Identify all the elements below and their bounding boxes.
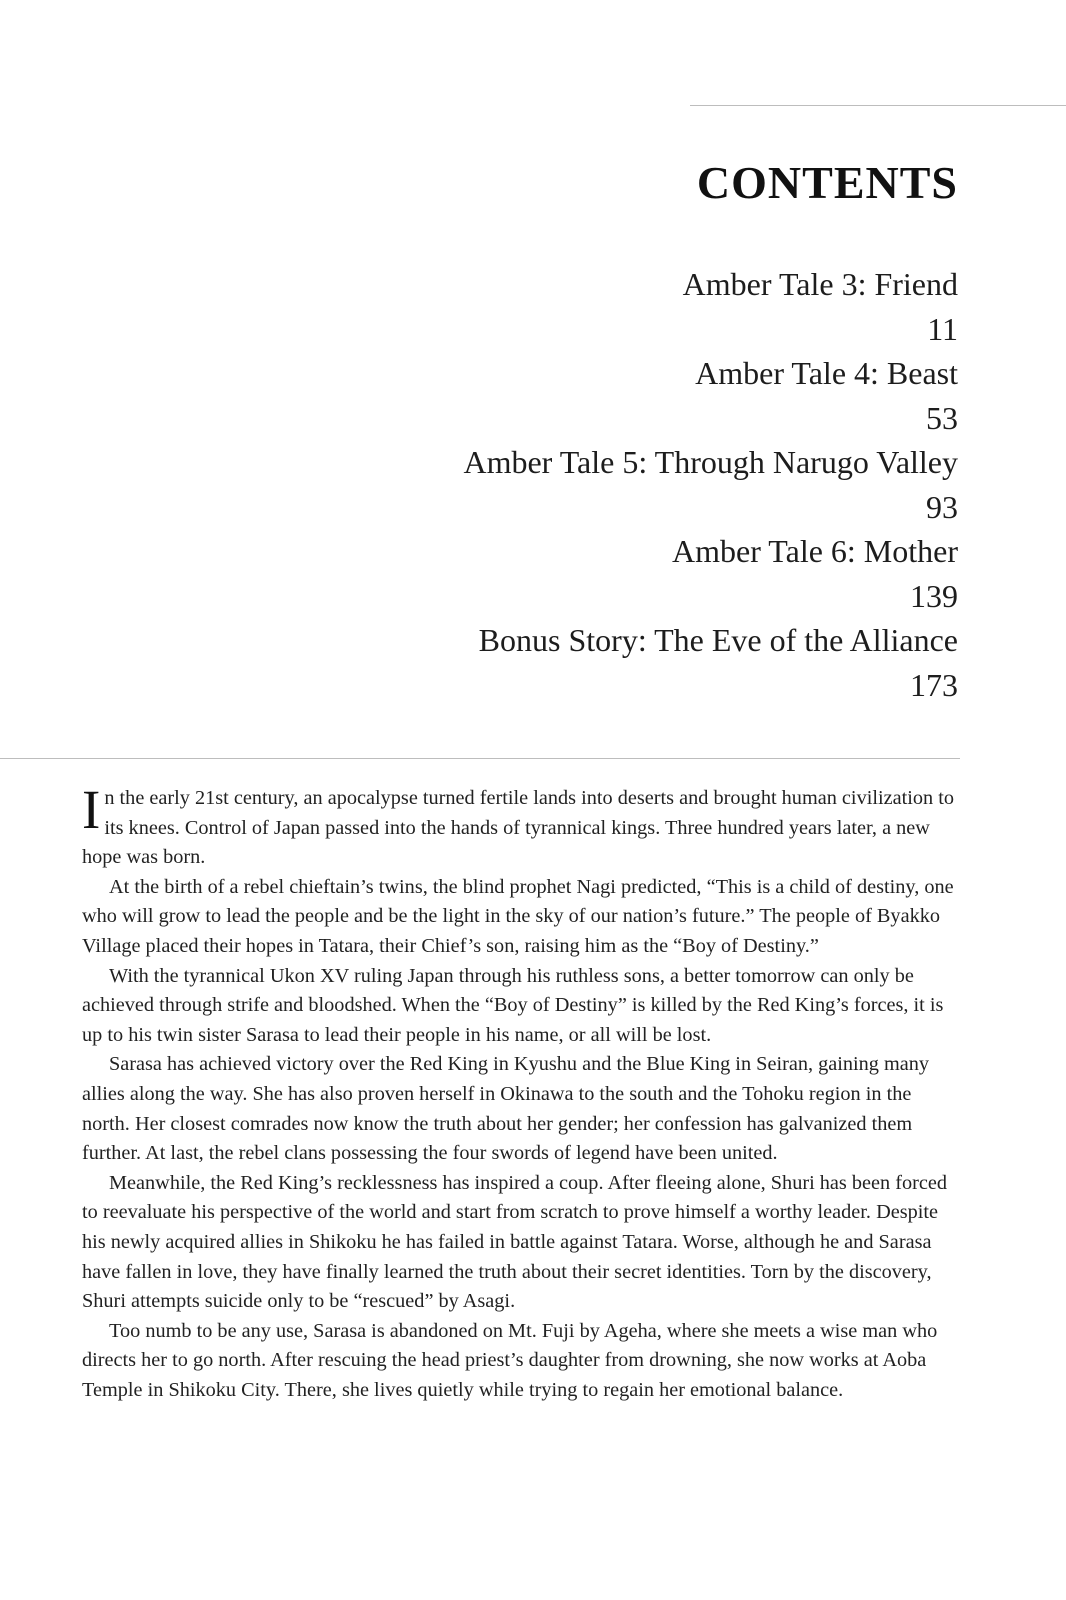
synopsis-paragraph: [82, 779, 962, 873]
drop-cap: I: [82, 779, 101, 840]
synopsis-paragraph: With the tyrannical Ukon XV ruling Japan through his ruthless sons, a better tomorrow can only be achieved through strife and bloodshed. When the “Boy of Destiny” is killed by the Red King’s forces, it is up to his twin sister Sarasa to lead their people in his name, or all will be lost.: [82, 964, 944, 1046]
toc-entry-title: Bonus Story: The Eve of the Alliance: [478, 622, 958, 658]
toc-entry[interactable]: [258, 351, 958, 440]
table-of-contents: [258, 262, 958, 707]
synopsis-paragraph: Meanwhile, the Red King’s recklessness has inspired a coup. After fleeing alone, Shuri has been forced to reevaluate his perspective of the world and start from scratch to prove himself a worthy leader. Despite his newly acquired allies in Shikoku he has failed in battle against Tatara. Worse, although he and Sarasa have fallen in love, they have finally learned the truth about their secret identities. Torn by the discovery, Shuri attempts suicide only to be “rescued” by Asagi.: [82, 1171, 948, 1313]
toc-entry-page: 139: [910, 577, 958, 614]
synopsis-paragraph: Too numb to be any use, Sarasa is abandoned on Mt. Fuji by Ageha, where she meets a wise man who directs her to go north. After rescuing the head priest’s daughter from drowning, she now works at Aoba Temple in Shikoku City. There, she lives quietly while trying to regain her emotional balance.: [82, 1319, 938, 1401]
toc-entry-title: Amber Tale 4: Beast: [695, 355, 958, 391]
toc-entry-title: Amber Tale 3: Friend: [682, 266, 958, 302]
synopsis-paragraph: Sarasa has achieved victory over the Red King in Kyushu and the Blue King in Seiran, gaining many allies along the way. She has also proven herself in Okinawa to the south and the Tohoku region in the north. Her closest comrades now know the truth about her gender; her confession has galvanized them further. At last, the rebel clans possessing the four swords of legend have been united.: [82, 1053, 930, 1165]
story-synopsis: [82, 779, 962, 1405]
synopsis-paragraph-text: n the early 21st century, an apocalypse turned fertile lands into deserts and brought human civilization to its knees. Control of Japan passed into the hands of tyrannical kings. Three hundred years later, a new hope was born.: [82, 787, 955, 869]
toc-entry[interactable]: [258, 529, 958, 618]
top-divider: [690, 105, 1066, 106]
synopsis-paragraph: At the birth of a rebel chieftain’s twins, the blind prophet Nagi predicted, “This is a child of destiny, one who will grow to lead the people and be the light in the sky of our nation’s future.” The people of Byakko Village placed their hopes in Tatara, their Chief’s son, raising him as the “Boy of Destiny.”: [82, 875, 954, 957]
toc-entry-title: Amber Tale 6: Mother: [672, 533, 958, 569]
toc-entry-page: 11: [927, 310, 958, 347]
toc-entry[interactable]: [258, 618, 958, 707]
section-divider: [0, 758, 960, 759]
toc-entry-title: Amber Tale 5: Through Narugo Valley: [463, 444, 958, 480]
contents-heading: CONTENTS: [696, 157, 958, 208]
toc-entry[interactable]: [258, 440, 958, 529]
toc-entry[interactable]: [258, 262, 958, 351]
toc-entry-page: 173: [910, 666, 958, 703]
toc-entry-page: 53: [926, 399, 958, 436]
toc-entry-page: 93: [926, 488, 958, 525]
